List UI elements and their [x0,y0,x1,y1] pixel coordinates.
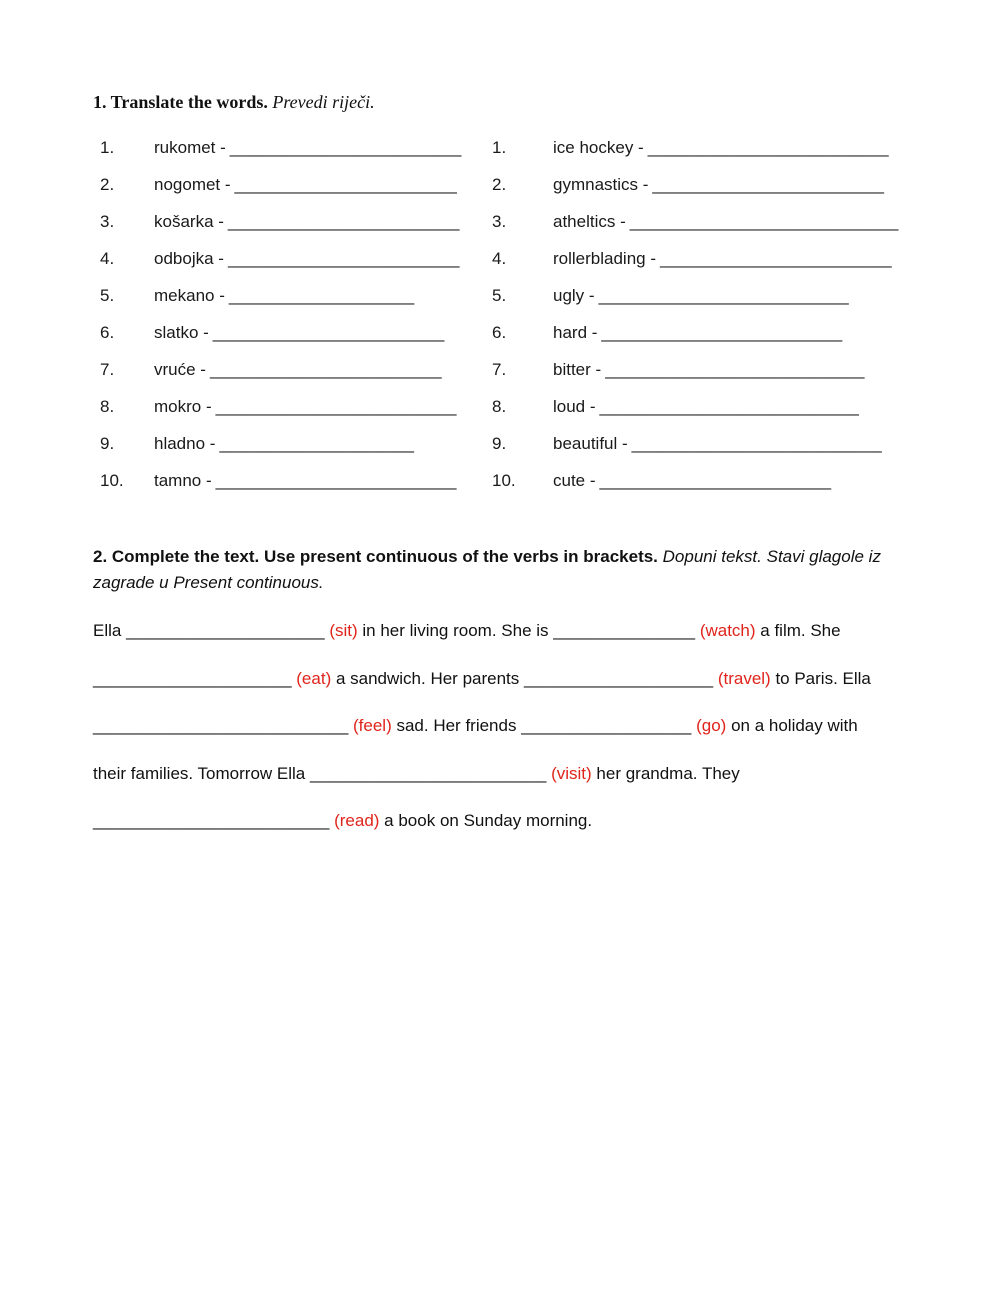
verb-hint: (feel) [348,716,392,735]
item-number: 5. [492,286,507,305]
word: tamno - [154,471,212,490]
text-line [93,655,933,703]
item-number: 6. [100,323,115,342]
verb-hint: (travel) [713,668,771,688]
answer-blank[interactable]: ____________________ [524,668,714,688]
item-number: 5. [100,286,115,305]
item-number: 3. [100,212,115,231]
word: ice hockey - [553,138,644,157]
answer-blank[interactable]: __________________________ [215,397,457,416]
verb-hint: (eat) [291,668,332,688]
list-item [492,323,932,360]
item-number: 9. [492,434,507,453]
list-item [100,175,480,212]
exercise-1-title [93,92,375,113]
verb-hint: (go) [691,716,727,735]
word: loud - [553,397,596,416]
answer-blank[interactable]: _________________________ [599,471,831,490]
text: their families. Tomorrow Ella [93,763,310,783]
item-number: 6. [492,323,507,342]
item-number: 1. [492,138,507,157]
list-item [100,397,480,434]
verb-hint: (watch) [695,621,756,640]
exercise-2-title-bold: 2. Complete the text. Use present continuous of the verbs in brackets. [93,547,658,566]
text-line [93,702,933,750]
word: vruće - [154,360,206,379]
english-word-list [492,138,932,508]
text-line [93,797,933,845]
item-number: 2. [100,175,115,194]
word: mekano - [154,286,225,305]
answer-blank[interactable]: _______________ [553,621,696,640]
list-item [100,212,480,249]
word: cute - [553,471,596,490]
list-item [492,397,932,434]
list-item [100,286,480,323]
answer-blank[interactable]: __________________________ [647,138,889,157]
list-item [100,360,480,397]
word: hladno - [154,434,216,453]
answer-blank[interactable]: ____________________ [228,286,414,305]
croatian-word-list [100,138,480,508]
word: atheltics - [553,212,626,231]
list-item [100,471,480,508]
answer-blank[interactable]: __________________________ [601,323,843,342]
item-number: 4. [100,249,115,268]
word: beautiful - [553,434,628,453]
exercise-2-title-italic: Dopuni tekst. Stavi glagole iz zagrade u Present continuous. [93,547,881,592]
verb-hint: (visit) [546,763,592,783]
list-item [492,249,932,286]
list-item [492,212,932,249]
text: on a holiday with [726,716,858,735]
text: a book on Sunday morning. [379,811,593,830]
word: nogomet - [154,175,231,194]
text: a sandwich. Her parents [331,668,524,688]
answer-blank[interactable]: _________________________ [209,360,442,379]
item-number: 10. [492,471,516,490]
exercise-2-text [93,607,933,845]
answer-blank[interactable]: _________________________ [93,811,330,830]
list-item [100,323,480,360]
word: košarka - [154,212,224,231]
item-number: 7. [492,360,507,379]
item-number: 8. [100,397,115,416]
item-number: 8. [492,397,507,416]
list-item [492,286,932,323]
text-line [93,607,933,655]
answer-blank[interactable]: _____________________ [219,434,414,453]
answer-blank[interactable]: _________________________ [212,323,445,342]
list-item [492,471,932,508]
item-number: 9. [100,434,115,453]
item-number: 3. [492,212,507,231]
answer-blank[interactable]: ____________________________ [605,360,865,379]
answer-blank[interactable]: ________________________ [234,175,457,194]
word: ugly - [553,286,595,305]
answer-blank[interactable]: _________________________ [227,212,460,231]
verb-hint: (sit) [324,621,358,640]
text: in her living room. She is [357,621,554,640]
word: mokro - [154,397,212,416]
answer-blank[interactable]: __________________ [521,716,692,735]
exercise-2-title [93,544,913,596]
item-number: 2. [492,175,507,194]
answer-blank[interactable]: ___________________________ [631,434,882,453]
word: gymnastics - [553,175,649,194]
list-item [100,138,480,175]
word: hard - [553,323,598,342]
item-number: 1. [100,138,115,157]
answer-blank[interactable]: _________________________ [309,763,547,783]
word: odbojka - [154,249,224,268]
list-item [492,434,932,471]
list-item [100,249,480,286]
word: rukomet - [154,138,226,157]
answer-blank[interactable]: _____________________ [126,621,325,640]
text-line [93,750,933,798]
text: Ella [93,621,127,640]
verb-hint: (read) [329,811,380,830]
list-item [492,138,932,175]
word: bitter - [553,360,602,379]
text: sad. Her friends [391,716,522,735]
word: rollerblading - [553,249,656,268]
item-number: 7. [100,360,115,379]
item-number: 4. [492,249,507,268]
list-item [492,175,932,212]
answer-blank[interactable]: ___________________________ [93,716,349,735]
answer-blank[interactable]: _________________________ [229,138,462,157]
answer-blank[interactable]: _________________________ [660,249,892,268]
answer-blank[interactable]: ____________________________ [599,397,859,416]
answer-blank[interactable]: ___________________________ [598,286,849,305]
list-item [100,434,480,471]
text: to Paris. Ella [770,668,871,688]
text: a film. She [755,621,841,640]
answer-blank[interactable]: __________________________ [215,471,457,490]
exercise-1-title-bold: 1. Translate the words. [93,92,268,112]
word: slatko - [154,323,209,342]
answer-blank[interactable]: _________________________ [227,249,460,268]
item-number: 10. [100,471,124,490]
answer-blank[interactable]: _________________________ [652,175,884,194]
text: her grandma. They [591,763,740,783]
list-item [492,360,932,397]
answer-blank[interactable]: _____________________ [93,668,292,688]
answer-blank[interactable]: _____________________________ [629,212,899,231]
exercise-1-title-italic: Prevedi riječi. [272,92,375,112]
